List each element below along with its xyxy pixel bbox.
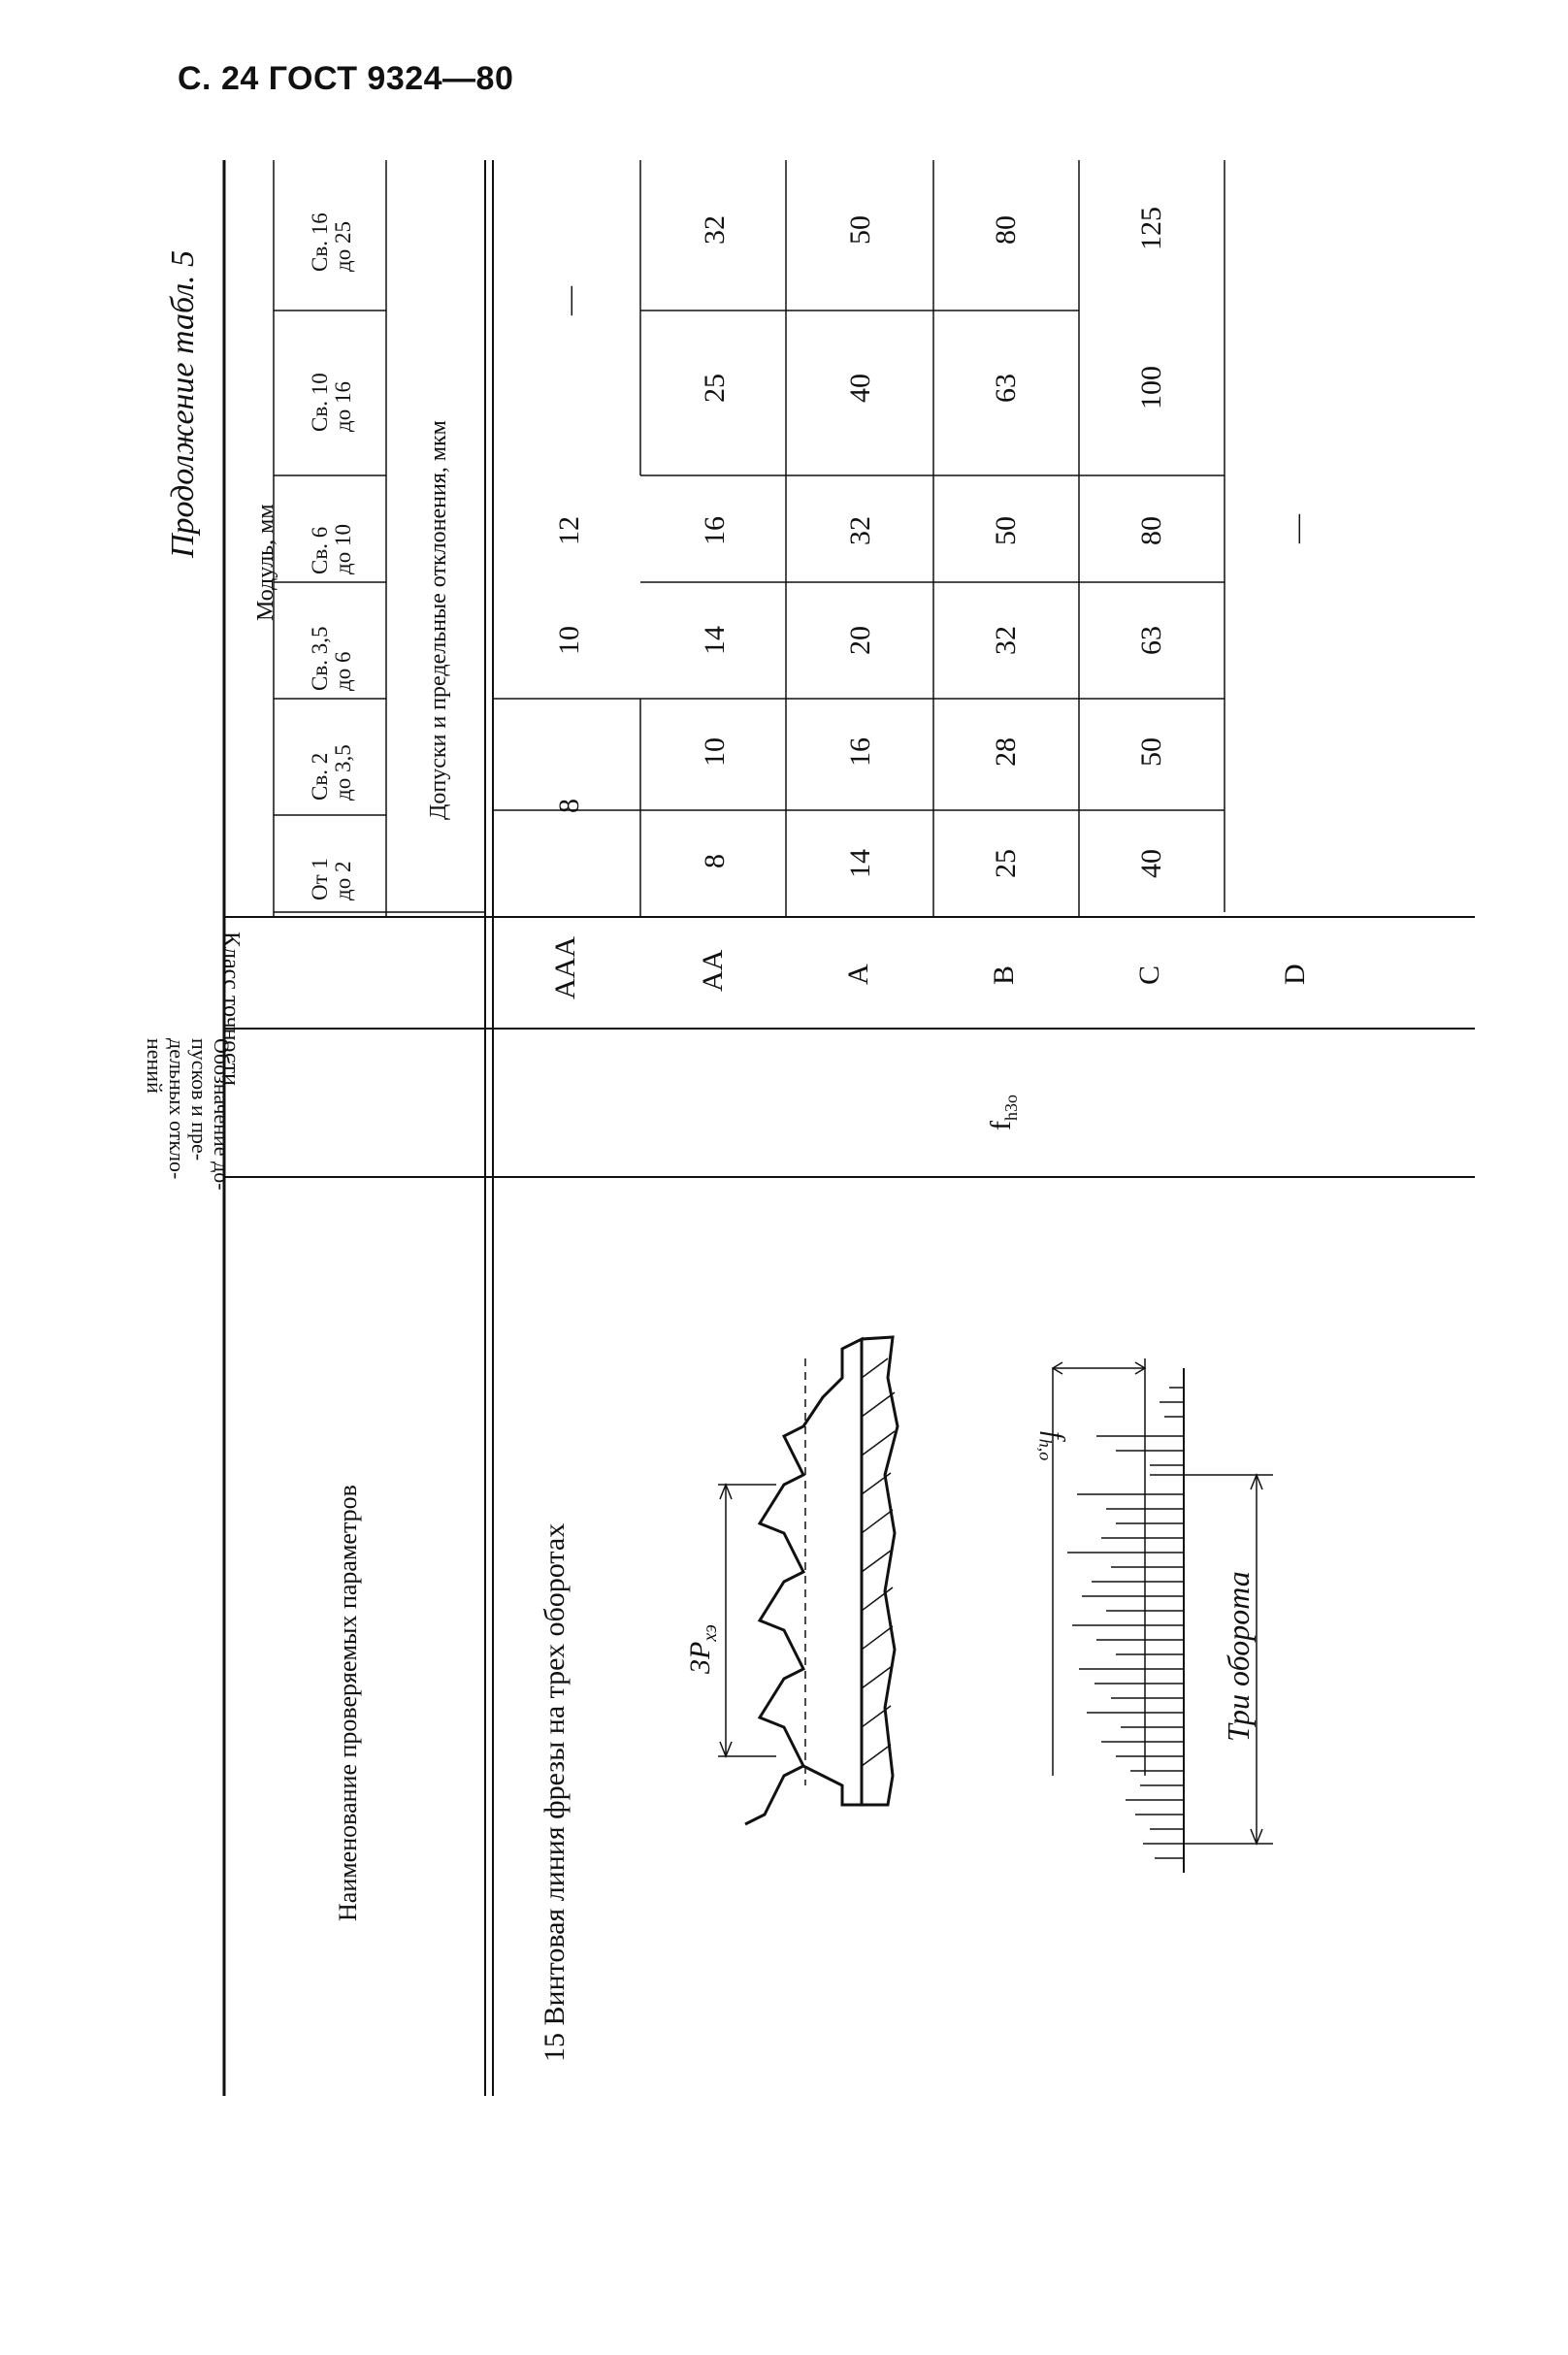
page-header: С. 24 ГОСТ 9324—80 <box>178 60 514 97</box>
aaa-value-3: 10 <box>553 626 585 655</box>
aa-value-6: 32 <box>699 215 731 245</box>
header-parameter-name: Наименование проверяемых параметров <box>334 1485 362 1921</box>
c-value-2: 50 <box>1135 737 1167 767</box>
a-value-5: 40 <box>844 374 876 403</box>
header-accuracy-class: Класс точности <box>218 932 244 1086</box>
a-value-2: 16 <box>844 737 876 767</box>
b-value-2: 28 <box>990 737 1022 767</box>
header-designation: Обозначение до- пусков и пре- дельных откло- нений <box>142 1038 234 1191</box>
d-dash: — <box>1281 514 1313 543</box>
a-value-6: 50 <box>844 215 876 245</box>
header-range-1: От 1 до 2 <box>308 858 356 900</box>
aaa-value-4: 12 <box>553 516 585 545</box>
class-d: D <box>1279 964 1311 985</box>
aa-value-4: 16 <box>699 516 731 545</box>
aaa-value-1-2: 8 <box>553 799 585 813</box>
c-value-5: 100 <box>1135 366 1167 409</box>
aaa-dash: — <box>553 286 585 315</box>
c-value-3: 63 <box>1135 626 1167 655</box>
header-range-6: Св. 16 до 25 <box>308 213 356 272</box>
thread-pitch-label: $3P_{хэ}$ <box>684 1624 721 1674</box>
three-revolutions-label: Три оборота <box>1221 1571 1256 1742</box>
header-range-2: Св. 2 до 3,5 <box>308 744 356 801</box>
aa-value-5: 25 <box>699 374 731 403</box>
thread-profile-figure <box>718 1337 898 1824</box>
deviation-label: $f_{h,o}$ <box>1035 1431 1069 1461</box>
aa-value-3: 14 <box>699 626 731 655</box>
a-value-4: 32 <box>844 516 876 545</box>
header-range-4: Св. 6 до 10 <box>308 524 356 574</box>
c-value-6: 125 <box>1135 207 1167 250</box>
aa-value-2: 10 <box>699 737 731 767</box>
header-tolerances: Допуски и предельные отклонения, мкм <box>426 420 451 820</box>
b-value-3: 32 <box>990 626 1022 655</box>
b-value-5: 63 <box>990 374 1022 403</box>
header-range-3: Св. 3,5 до 6 <box>308 626 356 691</box>
c-value-1: 40 <box>1135 849 1167 878</box>
class-a: A <box>842 964 874 985</box>
designation-symbol: $f_{h3o}$ <box>985 1095 1021 1130</box>
a-value-1: 14 <box>844 849 876 878</box>
table-caption: Продолжение табл. 5 <box>165 249 201 558</box>
class-aa: AA <box>697 949 729 992</box>
c-value-4: 80 <box>1135 516 1167 545</box>
header-range-5: Св. 10 до 16 <box>308 373 356 432</box>
header-module: Модуль, мм <box>253 504 278 621</box>
class-aaa: AAA <box>549 936 581 999</box>
b-value-1: 25 <box>990 849 1022 878</box>
class-b: B <box>988 965 1020 985</box>
b-value-6: 80 <box>990 215 1022 245</box>
class-c: C <box>1133 965 1165 985</box>
parameter-text: 15 Винтовая линия фрезы на трех оборотах <box>539 1522 571 2062</box>
a-value-3: 20 <box>844 626 876 655</box>
aa-value-1: 8 <box>699 854 731 868</box>
b-value-4: 50 <box>990 516 1022 545</box>
